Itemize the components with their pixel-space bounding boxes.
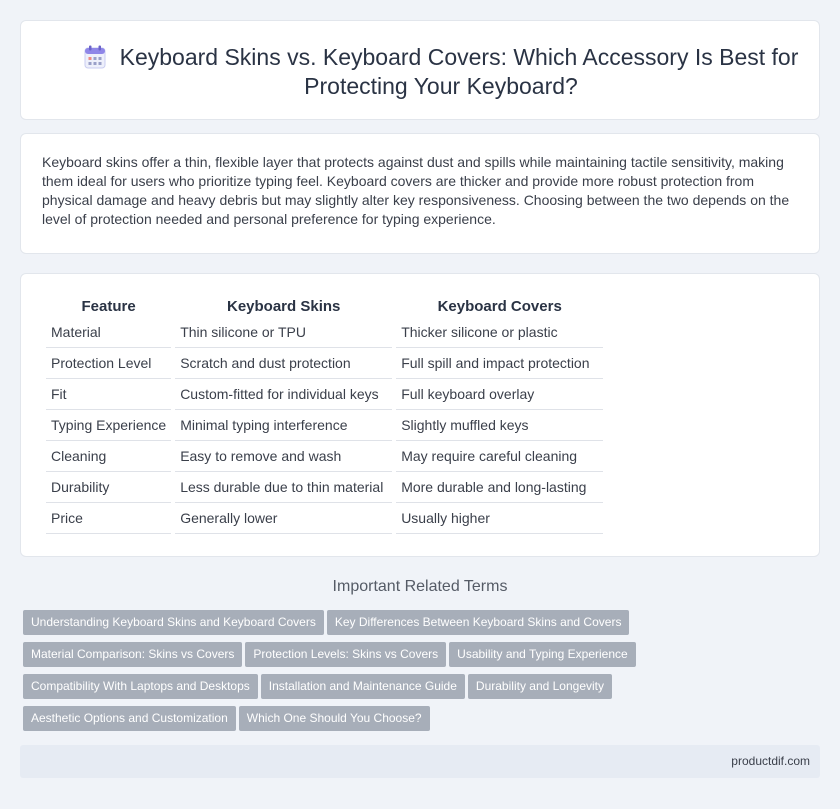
table-cell: Generally lower xyxy=(175,503,392,534)
column-header: Feature xyxy=(81,298,136,315)
related-term-tag[interactable]: Aesthetic Options and Customization xyxy=(23,706,236,731)
table-header-row xyxy=(46,294,603,317)
table-cell: Scratch and dust protection xyxy=(175,348,392,379)
table-row xyxy=(46,379,603,410)
related-term-tag[interactable]: Which One Should You Choose? xyxy=(239,706,430,731)
table-cell: More durable and long-lasting xyxy=(396,472,603,503)
table-cell: Thin silicone or TPU xyxy=(175,317,392,348)
table-row xyxy=(46,348,603,379)
column-header: Keyboard Covers xyxy=(437,298,562,315)
table-cell: Usually higher xyxy=(396,503,603,534)
table-cell: Less durable due to thin material xyxy=(175,472,392,503)
comparison-table xyxy=(42,294,607,534)
related-term-tag[interactable]: Material Comparison: Skins vs Covers xyxy=(23,642,242,667)
calendar-icon xyxy=(84,45,106,69)
table-cell: Price xyxy=(46,503,171,534)
page-title-text: Keyboard Skins vs. Keyboard Covers: Which Accessory Is Best for Protecting Your Keyboard? xyxy=(119,44,799,99)
table-cell: Protection Level xyxy=(46,348,171,379)
related-term-tag[interactable]: Key Differences Between Keyboard Skins and Covers xyxy=(327,610,630,635)
table-cell: Durability xyxy=(46,472,171,503)
table-cell: Cleaning xyxy=(46,441,171,472)
related-terms-list xyxy=(23,610,643,738)
column-header: Keyboard Skins xyxy=(227,298,341,315)
table-row xyxy=(46,503,603,534)
related-term-tag[interactable]: Durability and Longevity xyxy=(468,674,612,699)
page-title xyxy=(61,43,821,101)
table-row xyxy=(46,410,603,441)
footer-site-link[interactable]: productdif.com xyxy=(731,754,810,768)
table-row xyxy=(46,441,603,472)
table-cell: Material xyxy=(46,317,171,348)
intro-paragraph: Keyboard skins offer a thin, flexible layer that protects against dust and spills while maintaining tactile sensitivity, making them ideal for users who prioritize typing feel. Keyboard covers are thicker and provide more robust protection from physical damage and heavy debris but may slightly alter key responsiveness. Choosing between the two depends on the level of protection needed and personal preference for typing experience. xyxy=(42,154,790,227)
title-card xyxy=(20,20,820,120)
related-term-tag[interactable]: Understanding Keyboard Skins and Keyboard Covers xyxy=(23,610,324,635)
table-cell: Custom-fitted for individual keys xyxy=(175,379,392,410)
table-row xyxy=(46,472,603,503)
footer xyxy=(20,745,820,778)
related-term-tag[interactable]: Usability and Typing Experience xyxy=(449,642,636,667)
related-terms-heading: Important Related Terms xyxy=(332,578,508,595)
table-cell: Full keyboard overlay xyxy=(396,379,603,410)
comparison-table-card xyxy=(20,273,820,557)
intro-card xyxy=(20,133,820,254)
table-cell: Minimal typing interference xyxy=(175,410,392,441)
related-term-tag[interactable]: Compatibility With Laptops and Desktops xyxy=(23,674,258,699)
table-cell: Easy to remove and wash xyxy=(175,441,392,472)
related-term-tag[interactable]: Protection Levels: Skins vs Covers xyxy=(245,642,446,667)
table-cell: May require careful cleaning xyxy=(396,441,603,472)
table-cell: Fit xyxy=(46,379,171,410)
table-cell: Typing Experience xyxy=(46,410,171,441)
table-cell: Full spill and impact protection xyxy=(396,348,603,379)
table-cell: Thicker silicone or plastic xyxy=(396,317,603,348)
related-term-tag[interactable]: Installation and Maintenance Guide xyxy=(261,674,465,699)
table-row xyxy=(46,317,603,348)
table-cell: Slightly muffled keys xyxy=(396,410,603,441)
